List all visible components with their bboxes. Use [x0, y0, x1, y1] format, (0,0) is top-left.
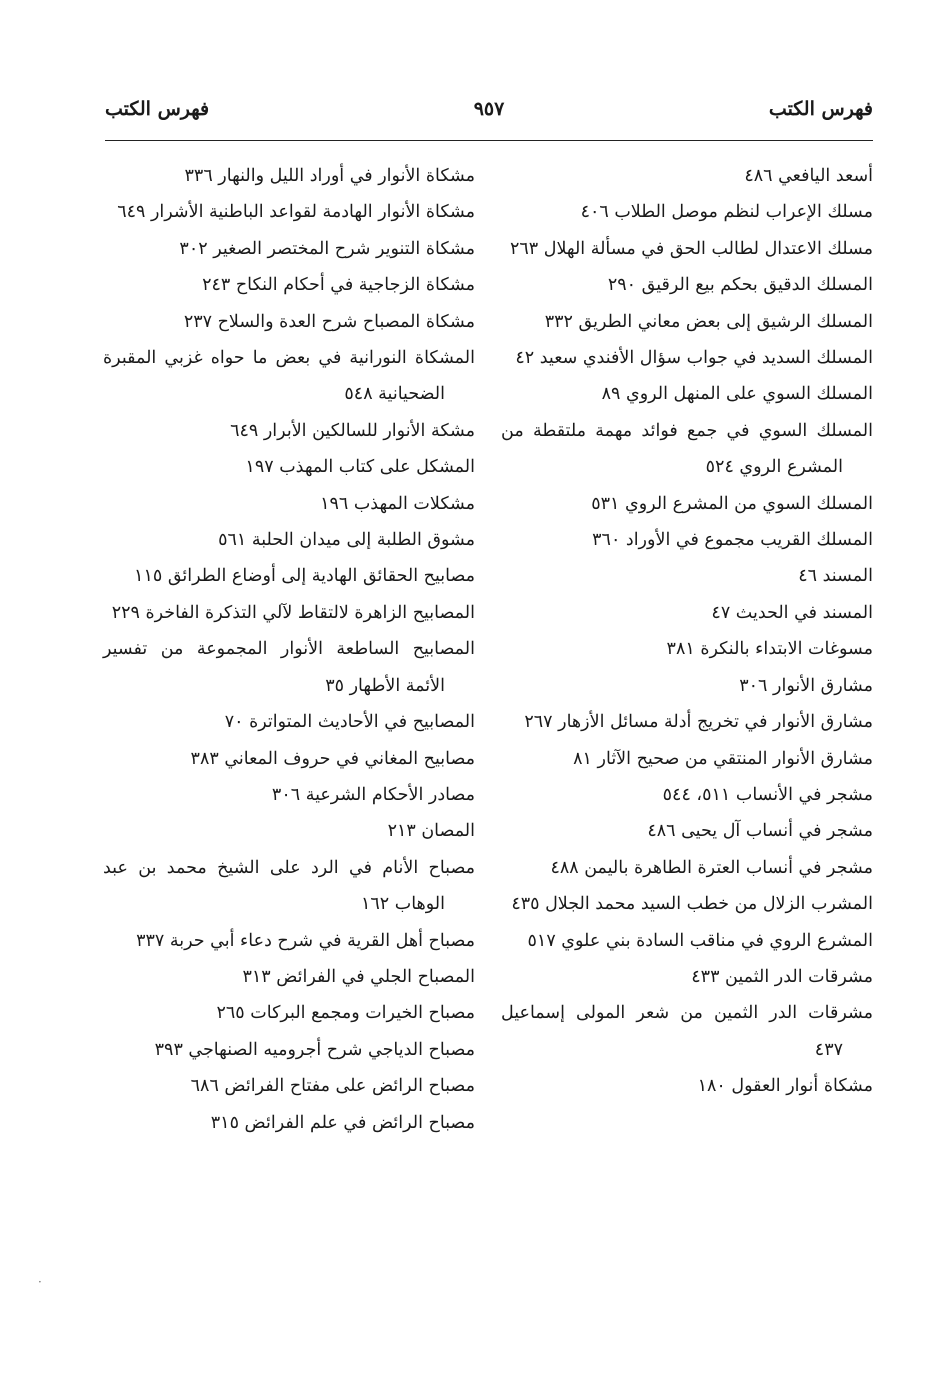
index-entry: مصباح الرائض على مفتاح الفرائض ٦٨٦	[190, 1076, 475, 1097]
header-title-right: فهرس الكتب	[768, 98, 873, 120]
index-entry: مصباح الأنام في الرد على الشيخ محمد بن عبد الوهاب ١٦٢	[103, 857, 475, 915]
index-entry: مشوق الطلبة إلى ميدان الحلبة ٥٦١	[218, 530, 475, 551]
index-entry: مشكاة الأنوار الهادمة لقواعد الباطنية الأشرار ٦٤٩	[117, 202, 475, 223]
index-entry: مصابيح الحقائق الهادية إلى أوضاع الطرائق ١١٥	[134, 566, 475, 587]
index-entry: مشجر في أنساب آل يحيى ٤٨٦	[647, 821, 873, 842]
index-entry: المصباح الجلي في الفرائض ٣١٣	[242, 966, 475, 987]
index-entry: مشكاة أنوار العقول ١٨٠	[697, 1076, 873, 1097]
index-entry: المسلك القريب مجموع في الأوراد ٣٦٠	[592, 530, 873, 551]
index-entry: المصابيح في الأحاديث المتواترة ٧٠	[224, 712, 475, 733]
index-entry: مشكاة الزجاجية في أحكام النكاح ٢٤٣	[202, 275, 475, 296]
index-entry: مصباح الرائض في علم الفرائض ٣١٥	[210, 1112, 475, 1133]
index-entry: مشجر في أنساب العترة الطاهرة باليمن ٤٨٨	[550, 857, 873, 878]
index-entry: مصباح الخيرات ومجمع البركات ٢٦٥	[216, 1003, 475, 1024]
index-entry: مشكاة التنوير شرح المختصر الصغير ٣٠٢	[179, 238, 475, 259]
index-entry: المصان ٢١٣	[387, 821, 475, 842]
index-entry: المسلك السوي في جمع فوائد مهمة ملتقطة من المشرع الروي ٥٢٤	[501, 420, 873, 478]
index-entry: المسلك الدقيق بحكم بيع الرقيق ٢٩٠	[607, 275, 873, 296]
page-number: ٩٥٧	[473, 98, 505, 120]
index-entry: المشرب الزلال من خطب السيد محمد الجلال ٤٣٥	[511, 894, 873, 915]
margin-mark: ·	[38, 1275, 42, 1289]
index-entry: مصابيح المغاني في حروف المعاني ٣٨٣	[190, 748, 475, 769]
index-entry: مشارق الأنوار المنتقي من صحيح الآثار ٨١	[573, 748, 873, 769]
index-entry: المسلك السوي على المنهل الروي ٨٩	[601, 384, 873, 405]
index-entry: مشكلات المهذب ١٩٦	[320, 493, 475, 514]
header-rule	[105, 140, 873, 141]
index-column-left	[103, 158, 475, 1141]
index-entry: المسند في الحديث ٤٧	[711, 602, 873, 623]
index-column-right	[501, 158, 873, 1105]
index-entry: مشكة الأنوار للسالكين الأبرار ٦٤٩	[230, 420, 475, 441]
index-entry: المسلك السوي من المشرع الروي ٥٣١	[591, 493, 873, 514]
index-entry: مسوغات الابتداء بالنكرة ٣٨١	[666, 639, 873, 660]
index-entry: مشرقات الدر الثمين ٤٣٣	[691, 966, 873, 987]
index-entry: مشكاة المصباح شرح العدة والسلاح ٢٣٧	[183, 311, 475, 332]
index-entry: أسعد اليافعي ٤٨٦	[744, 166, 873, 186]
index-entry: المشكاة النورانية في بعض ما حواه غزبي المقبرة الضحيانية ٥٤٨	[103, 348, 475, 405]
index-entry: المشرع الروي في مناقب السادة بني علوي ٥١٧	[527, 930, 873, 951]
index-entry: مصباح أهل القرية في شرح دعاء أبي حربة ٣٣٧	[136, 930, 475, 951]
index-entry: مصباح الدياجي شرح أجروميه الصنهاجي ٣٩٣	[154, 1039, 475, 1060]
index-entry: مشكاة الأنوار في أوراد الليل والنهار ٣٣٦	[184, 166, 475, 186]
index-entry: المسلك السديد في جواب سؤال الأفندي سعيد ٤٢	[515, 348, 873, 369]
index-entry: مسلك الإعراب لنظم موصل الطلاب ٤٠٦	[580, 202, 873, 223]
index-entry: مصادر الأحكام الشرعية ٣٠٦	[271, 784, 475, 805]
index-entry: مشرقات الدر الثمين من شعر المولى إسماعيل ٤٣٧	[501, 1003, 873, 1060]
index-entry: مشارق الأنوار ٣٠٦	[739, 675, 873, 696]
index-entry: المسند ٤٦	[798, 566, 873, 587]
header-title-left: فهرس الكتب	[105, 98, 210, 120]
index-entry: المصابيح الزاهرة لالتقاط لآلي التذكرة الفاخرة ٢٢٩	[111, 602, 475, 623]
index-entry: مشجر في الأنساب ٥١١، ٥٤٤	[662, 784, 873, 805]
index-entry: مشارق الأنوار في تخريج أدلة مسائل الأزهار ٢٦٧	[524, 712, 873, 733]
index-entry: المسلك الرشيق إلى بعض معاني الطريق ٣٣٢	[544, 311, 873, 332]
index-entry: المشكل على كتاب المهذب ١٩٧	[245, 457, 475, 478]
index-entry: المصابيح الساطعة الأنوار المجموعة من تفسير الأئمة الأطهار ٣٥	[103, 639, 475, 696]
running-header	[105, 98, 873, 134]
index-entry: مسلك الاعتدال لطالب الحق في مسألة الهلال ٢٦٣	[509, 238, 873, 259]
